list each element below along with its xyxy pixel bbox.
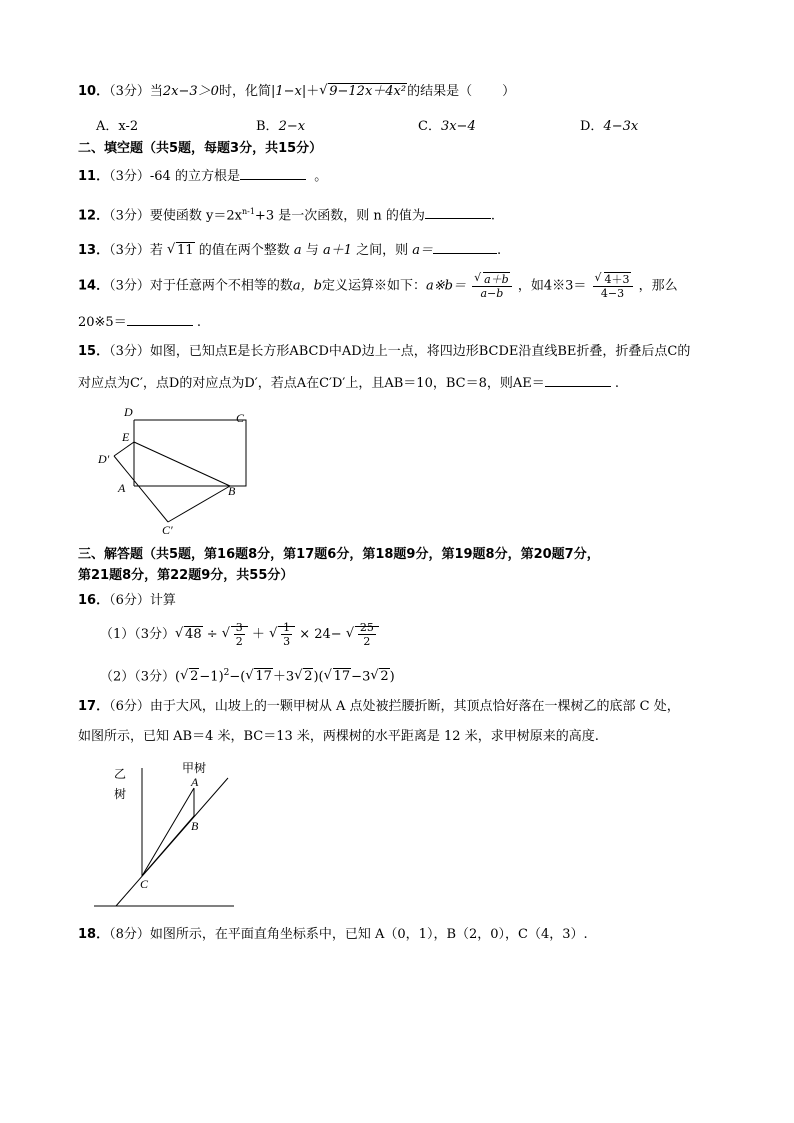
- q14-line1: 14．（3分）对于任意两个不相等的数a，b定义运算※如下：a※b＝ √ $\frac{a+b}{a-b}$ ，如4※3＝ √ $\frac{4+3}{4-3}$ ，那么: [78, 272, 678, 301]
- label-a: A: [191, 775, 199, 789]
- q15-line1: 15．（3分）如图，已知点E是长方形ABCD中AD边上一点，将四边形BCDE沿直线BE折叠，折叠后点C的: [78, 344, 691, 359]
- section-2-title: 二、填空题（共5题，每题3分，共15分）: [78, 141, 323, 156]
- rectangle-abcd: [134, 420, 246, 486]
- q10-stem: 10．（3分）当2x−3＞0时，化简|1−x|＋√ 9−12x＋4x²的结果是（ ）: [78, 83, 515, 101]
- q16-stem: 16．（6分）计算: [78, 593, 176, 608]
- q17-line1: 17．（6分）由于大风，山坡上的一颗甲树从 A 点处被拦腰折断，其顶点恰好落在一棵树乙的底部 C 处，: [78, 699, 680, 714]
- label-shu: 树: [114, 787, 127, 801]
- label-yi: 乙: [114, 767, 127, 781]
- q13: 13．（3分）若 √ 11 的值在两个整数 a 与 a＋1 之间，则 a＝ .: [78, 240, 501, 260]
- q11: 11．（3分）-64 的立方根是 。: [78, 166, 327, 186]
- section-3-title-line1: 三、解答题（共5题，第16题8分，第17题6分，第18题9分，第19题8分，第20题7分，: [78, 547, 600, 562]
- segment-c-prime-b: [168, 486, 230, 522]
- section-3-title-line2: 第21题8分，第22题9分，共55分）: [78, 568, 294, 583]
- q17-line2: 如图所示，已知 AB＝4 米，BC＝13 米，两棵树的水平距离是 12 米，求甲树原来的高度.: [78, 729, 599, 744]
- q15-line2: 对应点为C′，点D的对应点为D′，若点A在C′D′上，且AB＝10，BC＝8，则AE＝ .: [78, 373, 619, 393]
- q10-option-c: C．3x−4: [418, 119, 476, 134]
- q13-answer-blank: [433, 240, 497, 254]
- label-c-prime: C′: [162, 523, 173, 537]
- q12: 12．（3分）要使函数 $y=2x^{n-1}+3$ 是一次函数，则 n 的值为 .: [78, 207, 495, 224]
- label-d: D: [124, 405, 133, 419]
- q16-part2: （2）（3分）(√ 2−1)$^2$−(√ 17＋3√ 2)(√ 17−3√ 2): [100, 664, 395, 686]
- label-c: C: [236, 411, 245, 425]
- label-jia-tree: 甲树: [182, 761, 207, 775]
- q12-answer-blank: [425, 205, 491, 219]
- q15-answer-blank: [545, 373, 611, 387]
- q11-answer-blank: [240, 166, 306, 180]
- q17-figure: [90, 758, 250, 914]
- segment-bc: [142, 816, 194, 876]
- q10-option-d: D．4−3x: [580, 119, 639, 134]
- label-c: C: [140, 877, 149, 891]
- label-d-prime: D′: [98, 452, 110, 466]
- segment-ac: [142, 788, 194, 876]
- label-b: B: [228, 484, 236, 498]
- label-a: A: [118, 481, 126, 495]
- label-e: E: [122, 430, 130, 444]
- q18: 18．（8分）如图所示，在平面直角坐标系中，已知 A（0，1），B（2，0），C（4，3）.: [78, 927, 588, 942]
- q16-part1: （1）（3分）√ 48 ÷ √ $\frac{3}{2}$ ＋ √ $\frac{1}{3}$ × 24− √ $\frac{25}{2}$: [100, 620, 379, 650]
- q15-figure: [90, 402, 260, 542]
- segment-eb: [134, 442, 230, 486]
- q10-option-b: B．2−x: [256, 119, 306, 134]
- q14-line2: 20※5＝ .: [78, 312, 201, 332]
- segment-ed-prime: [114, 442, 134, 456]
- q10-option-a: A．x-2: [96, 119, 139, 134]
- q14-answer-blank: [127, 312, 193, 326]
- label-b: B: [191, 819, 199, 833]
